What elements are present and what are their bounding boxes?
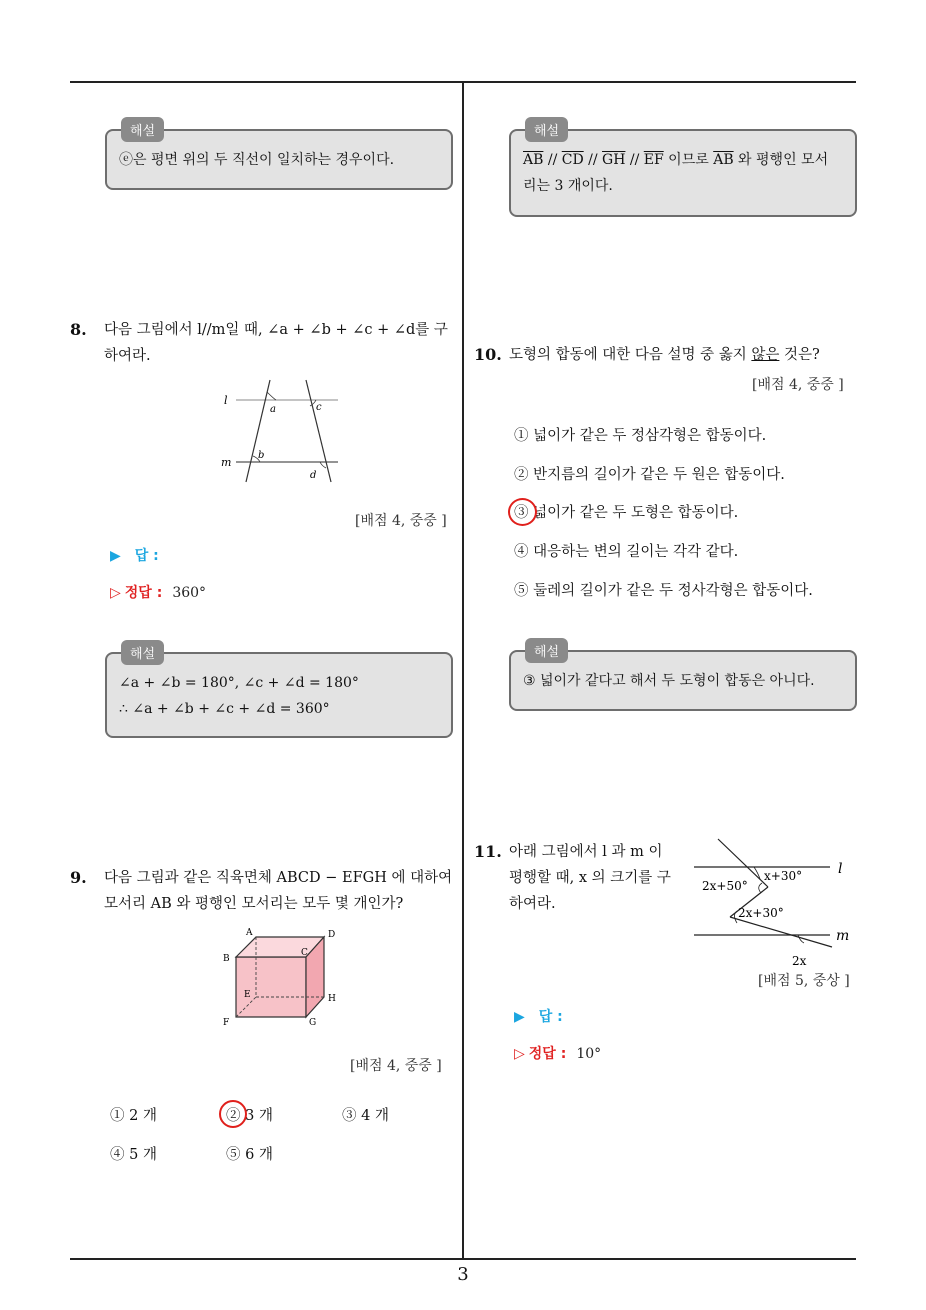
fig9-label-C: C — [301, 948, 308, 958]
answer-arrow-icon: ▶ — [110, 548, 121, 564]
solution-end-text: 와 평행인 모서 — [733, 152, 829, 168]
question-10-text-emph: 않은 — [751, 347, 780, 363]
solution-tag: 해설 — [525, 117, 568, 142]
segment-ab-2: $\overline{AB}$ — [713, 152, 734, 168]
solution-mid-text: 이므로 — [663, 152, 714, 168]
solution-text: ③ 넓이가 같다고 해서 두 도형이 합동은 아니다. — [523, 673, 815, 689]
solution-box-q10 — [509, 645, 857, 711]
q9-cuboid-figure — [218, 925, 344, 1031]
fig9-label-D: D — [328, 930, 336, 940]
question-8-line2: 하여라. — [104, 348, 151, 364]
correct-arrow-icon: ▷ — [110, 585, 121, 601]
solution-tag: 해설 — [525, 638, 568, 663]
correct-value: 10° — [576, 1046, 602, 1062]
question-10-text-post: 것은? — [779, 347, 820, 363]
q9-option-5[interactable]: ⑤ 6 개 — [226, 1147, 273, 1163]
fig8-label-c: c — [316, 402, 322, 413]
answer-label: 답 : — [134, 548, 159, 564]
fig11-angle-4: 2x — [792, 954, 807, 968]
question-11-line2: 평행할 때, x 의 크기를 구 — [509, 870, 671, 886]
question-number-10: 10. — [474, 345, 502, 364]
q9-option-4[interactable]: ④ 5 개 — [110, 1147, 157, 1163]
q9-option-1[interactable]: ① 2 개 — [110, 1108, 157, 1124]
parallel-sign-1: // — [543, 152, 562, 168]
solution-box-q7 — [105, 124, 453, 190]
fig11-label-m: m — [836, 928, 850, 944]
q11-parallel-lines-figure — [690, 835, 860, 969]
fig8-label-b: b — [258, 450, 265, 461]
q10-option-2[interactable]: ② 반지름의 길이가 같은 두 원은 합동이다. — [514, 467, 785, 483]
fig11-angle-3: 2x+30° — [738, 906, 784, 920]
page-number: 3 — [457, 1264, 469, 1285]
segment-ab: $\overline{AB}$ — [523, 152, 544, 168]
fig9-label-G: G — [309, 1018, 317, 1028]
fig9-label-A: A — [246, 928, 253, 938]
answer-arrow-icon: ▶ — [514, 1009, 525, 1025]
segment-cd: $\overline{CD}$ — [561, 152, 584, 168]
solution-tag: 해설 — [121, 640, 164, 665]
q10-selected-circle — [508, 498, 537, 526]
question-10-text-pre: 도형의 합동에 대한 다음 설명 중 옳지 — [509, 347, 752, 363]
solution-line2: 리는 3 개이다. — [523, 178, 613, 194]
q10-option-4[interactable]: ④ 대응하는 변의 길이는 각각 같다. — [514, 544, 739, 560]
question-11-correct-row — [514, 1043, 601, 1063]
segment-ef: $\overline{EF}$ — [643, 152, 664, 168]
question-10-score: [배점 4, 중중 ] — [752, 377, 844, 393]
segment-gh: $\overline{GH}$ — [602, 152, 626, 168]
solution-box-q8 — [105, 647, 453, 738]
question-8-correct-row — [110, 582, 206, 602]
solution-line1: ∠a + ∠b = 180°, ∠c + ∠d = 180° — [119, 675, 359, 691]
question-8-answer-row[interactable] — [110, 545, 159, 565]
answer-label: 답 : — [538, 1009, 563, 1025]
fig11-label-l: l — [838, 861, 843, 877]
q10-option-3[interactable]: ③ 넓이가 같은 두 도형은 합동이다. — [514, 505, 739, 521]
solution-text: ⓔ은 평면 위의 두 직선이 일치하는 경우이다. — [119, 152, 395, 168]
bottom-rule — [70, 1258, 856, 1260]
q8-parallel-lines-figure — [218, 378, 344, 484]
solution-box-q9 — [509, 124, 857, 217]
fig9-label-B: B — [223, 954, 230, 964]
question-10-text — [509, 342, 820, 368]
fig8-label-d: d — [310, 470, 317, 481]
solution-line1 — [523, 147, 828, 173]
question-11-line1: 아래 그림에서 l 과 m 이 — [509, 844, 663, 860]
correct-value: 360° — [172, 585, 207, 601]
q9-option-2[interactable]: ② 3 개 — [226, 1108, 273, 1124]
q10-option-1[interactable]: ① 넓이가 같은 두 정삼각형은 합동이다. — [514, 428, 767, 444]
q9-option-3[interactable]: ③ 4 개 — [342, 1108, 389, 1124]
q10-option-5[interactable]: ⑤ 둘레의 길이가 같은 두 정사각형은 합동이다. — [514, 583, 813, 599]
question-9-line2: 모서리 AB 와 평행인 모서리는 모두 몇 개인가? — [104, 896, 404, 912]
parallel-sign-2: // — [583, 152, 603, 168]
fig11-angle-1: x+30° — [764, 869, 803, 883]
question-11-score: [배점 5, 중상 ] — [758, 973, 850, 989]
question-number-9: 9. — [70, 868, 87, 887]
question-9-score: [배점 4, 중중 ] — [350, 1058, 442, 1074]
question-number-8: 8. — [70, 320, 87, 339]
question-8-line1: 다음 그림에서 l//m일 때, ∠a + ∠b + ∠c + ∠d를 구 — [104, 322, 448, 338]
fig11-angle-2: 2x+50° — [702, 879, 748, 893]
question-11-answer-row[interactable] — [514, 1006, 563, 1026]
question-8-score: [배점 4, 중중 ] — [355, 513, 447, 529]
correct-label: 정답 : — [124, 585, 163, 601]
fig9-label-E: E — [244, 990, 251, 1000]
question-11-text — [509, 839, 689, 917]
correct-arrow-icon: ▷ — [514, 1046, 525, 1062]
fig9-label-F: F — [223, 1018, 230, 1028]
correct-label: 정답 : — [528, 1046, 567, 1062]
q9-selected-circle — [219, 1100, 247, 1128]
question-9-text — [104, 865, 459, 917]
question-11-line3: 하여라. — [509, 896, 556, 912]
parallel-sign-3: // — [625, 152, 644, 168]
column-divider — [462, 83, 464, 1259]
fig9-label-H: H — [328, 994, 336, 1004]
fig8-label-l: l — [224, 394, 228, 407]
solution-tag: 해설 — [121, 117, 164, 142]
question-number-11: 11. — [474, 842, 502, 861]
question-9-line1: 다음 그림과 같은 직육면체 ABCD − EFGH 에 대하여 — [104, 870, 453, 886]
fig8-label-m: m — [221, 456, 232, 469]
fig8-label-a: a — [270, 404, 276, 415]
solution-line2: ∴ ∠a + ∠b + ∠c + ∠d = 360° — [119, 701, 330, 717]
question-8-text — [104, 317, 459, 369]
